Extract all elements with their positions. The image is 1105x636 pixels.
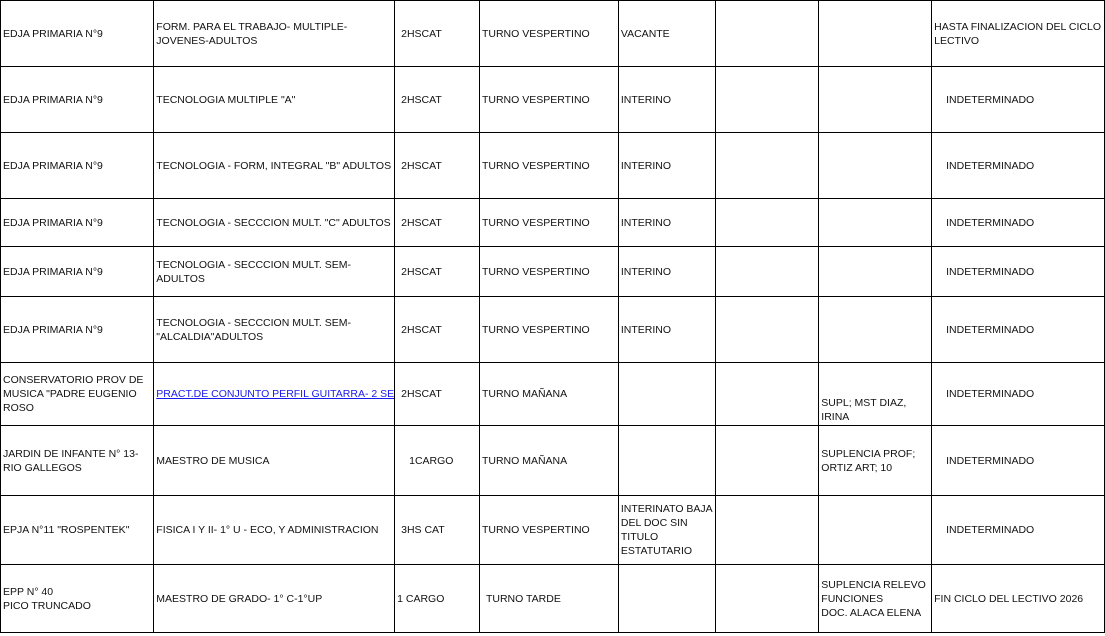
cell-empty (715, 199, 818, 247)
cell-observacion (819, 1, 932, 67)
cell-turno (479, 363, 618, 426)
cell-espacio-text: TECNOLOGIA MULTIPLE "A" (156, 93, 296, 106)
table-row (1, 199, 1105, 247)
cell-turno (479, 426, 618, 496)
cell-duracion (932, 67, 1105, 133)
cell-empty (715, 496, 818, 565)
cell-caracter (618, 199, 715, 247)
cell-horas-text: 2HSCAT (401, 27, 442, 40)
cell-espacio-text: TECNOLOGIA - SECCCION MULT. SEM-ADULTOS (156, 258, 351, 285)
cell-duracion-text: HASTA FINALIZACION DEL CICLO LECTIVO (934, 20, 1101, 47)
cell-caracter (618, 363, 715, 426)
cell-turno-text: TURNO VESPERTINO (481, 524, 590, 536)
cell-institucion (1, 363, 154, 426)
cell-espacio (154, 133, 395, 199)
cell-institucion-text: EDJA PRIMARIA N°9 (3, 93, 103, 106)
cell-horas (395, 426, 480, 496)
cell-observacion (819, 133, 932, 199)
table-row (1, 426, 1105, 496)
table-row (1, 297, 1105, 363)
cell-institucion-text: EPJA N°11 "ROSPENTEK" (3, 524, 130, 536)
cell-turno-text: TURNO VESPERTINO (481, 27, 590, 40)
cell-horas (395, 1, 480, 67)
cell-duracion (932, 133, 1105, 199)
cell-duracion-text: INDETERMINADO (946, 323, 1035, 336)
cell-duracion (932, 426, 1105, 496)
cell-horas-text: 2HSCAT (401, 265, 442, 278)
table-row (1, 565, 1105, 633)
cell-institucion (1, 565, 154, 633)
cell-turno (479, 67, 618, 133)
cell-caracter (618, 67, 715, 133)
cell-institucion (1, 247, 154, 297)
cell-turno-text: TURNO VESPERTINO (481, 159, 590, 172)
cell-empty (715, 247, 818, 297)
cell-duracion-text: INDETERMINADO (946, 159, 1035, 172)
cell-caracter-text: VACANTE (620, 27, 670, 40)
cell-duracion (932, 1, 1105, 67)
cell-empty (715, 297, 818, 363)
cell-espacio (154, 426, 395, 496)
cell-caracter-text: INTERINO (620, 93, 672, 106)
cell-duracion (932, 199, 1105, 247)
cell-observacion (819, 426, 932, 496)
cell-espacio (154, 1, 395, 67)
cell-observacion (819, 199, 932, 247)
cell-espacio-text: TECNOLOGIA - FORM, INTEGRAL "B" ADULTOS (156, 159, 392, 172)
table-row (1, 133, 1105, 199)
espacio-link[interactable]: PRACT.DE CONJUNTO PERFIL GUITARRA- 2 SE (156, 388, 395, 400)
cell-observacion-text: SUPLENCIA PROF; ORTIZ ART; 10 (821, 447, 916, 474)
cell-caracter-text: INTERINATO BAJA DEL DOC SIN TITULO ESTATUTARIO (620, 503, 713, 557)
cell-institucion (1, 426, 154, 496)
cell-institucion-text: EDJA PRIMARIA N°9 (3, 323, 103, 336)
cell-turno (479, 496, 618, 565)
cell-institucion-text: JARDIN DE INFANTE N° 13- RIO GALLEGOS (3, 447, 139, 474)
cell-institucion-text: EPP N° 40 PICO TRUNCADO (3, 585, 91, 612)
cell-caracter (618, 1, 715, 67)
cell-horas (395, 199, 480, 247)
cell-horas (395, 363, 480, 426)
cell-espacio (154, 297, 395, 363)
cell-espacio-text: MAESTRO DE GRADO- 1° C-1°UP (156, 592, 323, 605)
cell-espacio (154, 363, 395, 426)
cell-institucion (1, 67, 154, 133)
cell-duracion-text: INDETERMINADO (946, 265, 1035, 278)
cell-horas-text: 2HSCAT (401, 159, 442, 172)
cell-turno (479, 1, 618, 67)
cell-empty (715, 363, 818, 426)
cell-turno-text: TURNO VESPERTINO (481, 216, 590, 229)
cell-duracion (932, 363, 1105, 426)
cell-horas-text: 2HSCAT (401, 323, 442, 336)
cell-espacio-text: TECNOLOGIA - SECCCION MULT. "C" ADULTOS (156, 216, 391, 229)
cell-espacio (154, 565, 395, 633)
cell-institucion (1, 133, 154, 199)
cell-turno (479, 133, 618, 199)
cell-horas (395, 247, 480, 297)
cell-duracion (932, 247, 1105, 297)
cell-observacion (819, 496, 932, 565)
cell-duracion-text: INDETERMINADO (946, 216, 1035, 229)
cell-caracter (618, 496, 715, 565)
cell-turno-text: TURNO VESPERTINO (481, 93, 590, 106)
cell-horas-text: 1 CARGO (397, 592, 445, 605)
cell-turno-text: TURNO TARDE (485, 592, 561, 605)
table-row (1, 363, 1105, 426)
cell-duracion-text: INDETERMINADO (946, 388, 1035, 400)
cell-observacion (819, 297, 932, 363)
cell-caracter (618, 297, 715, 363)
cell-horas (395, 496, 480, 565)
cell-institucion-text: EDJA PRIMARIA N°9 (3, 216, 103, 229)
cell-espacio (154, 67, 395, 133)
cell-horas (395, 133, 480, 199)
cell-horas (395, 67, 480, 133)
cell-institucion-text: CONSERVATORIO PROV DE MUSICA "PADRE EUGENIO ROSO (3, 374, 144, 414)
cell-horas-text: 1CARGO (409, 454, 454, 467)
cell-observacion-text: SUPL; MST DIAZ, IRINA (821, 397, 907, 423)
cell-turno-text: TURNO MAÑANA (481, 454, 568, 467)
table-row (1, 67, 1105, 133)
cell-horas (395, 297, 480, 363)
cell-institucion-text: EDJA PRIMARIA N°9 (3, 159, 103, 172)
cell-institucion (1, 496, 154, 565)
cell-turno-text: TURNO VESPERTINO (481, 265, 590, 278)
cell-espacio (154, 199, 395, 247)
cell-horas-text: 2HSCAT (401, 388, 442, 400)
cell-caracter-text: INTERINO (620, 159, 672, 172)
cell-empty (715, 426, 818, 496)
table-row (1, 1, 1105, 67)
cell-horas-text: 2HSCAT (401, 93, 442, 106)
cell-caracter (618, 565, 715, 633)
cell-duracion-text: INDETERMINADO (946, 454, 1035, 467)
cell-caracter-text: INTERINO (620, 323, 672, 336)
cell-empty (715, 133, 818, 199)
cell-turno (479, 199, 618, 247)
table-body (1, 1, 1105, 633)
cell-duracion (932, 297, 1105, 363)
cell-duracion (932, 565, 1105, 633)
cell-turno (479, 247, 618, 297)
cell-turno-text: TURNO VESPERTINO (481, 323, 590, 336)
cell-caracter-text: INTERINO (620, 265, 672, 278)
cell-duracion (932, 496, 1105, 565)
cell-turno-text: TURNO MAÑANA (481, 388, 568, 400)
cell-institucion-text: EDJA PRIMARIA N°9 (3, 27, 103, 40)
cell-caracter (618, 426, 715, 496)
cell-empty (715, 1, 818, 67)
cell-horas (395, 565, 480, 633)
cell-observacion (819, 67, 932, 133)
cell-horas-text: 2HSCAT (401, 216, 442, 229)
cell-espacio-text: MAESTRO DE MUSICA (156, 454, 270, 467)
cell-horas-text: 3HS CAT (401, 524, 445, 536)
cell-espacio-text: FORM. PARA EL TRABAJO- MULTIPLE-JOVENES-ADULTOS (156, 20, 348, 47)
cell-duracion-text: INDETERMINADO (946, 93, 1035, 106)
cell-observacion (819, 565, 932, 633)
cell-empty (715, 565, 818, 633)
cell-caracter (618, 247, 715, 297)
cell-institucion-text: EDJA PRIMARIA N°9 (3, 265, 103, 278)
cell-turno (479, 565, 618, 633)
cell-institucion (1, 199, 154, 247)
cell-caracter-text: INTERINO (620, 216, 672, 229)
cell-espacio-text: TECNOLOGIA - SECCCION MULT. SEM- "ALCALDIA"ADULTOS (156, 316, 351, 343)
cell-espacio (154, 496, 395, 565)
cell-observacion-text: SUPLENCIA RELEVO FUNCIONES DOC. ALACA ELENA (821, 578, 926, 619)
cell-espacio (154, 247, 395, 297)
cell-caracter (618, 133, 715, 199)
cell-turno (479, 297, 618, 363)
cell-institucion (1, 1, 154, 67)
cell-duracion-text: INDETERMINADO (946, 524, 1035, 536)
table-row (1, 247, 1105, 297)
cell-duracion-text: FIN CICLO DEL LECTIVO 2026 (934, 592, 1084, 605)
cell-observacion (819, 363, 932, 426)
cell-empty (715, 67, 818, 133)
table-row (1, 496, 1105, 565)
cell-institucion (1, 297, 154, 363)
cell-espacio-text: FISICA I Y II- 1° U - ECO, Y ADMINISTRACION (156, 524, 379, 536)
cell-observacion (819, 247, 932, 297)
